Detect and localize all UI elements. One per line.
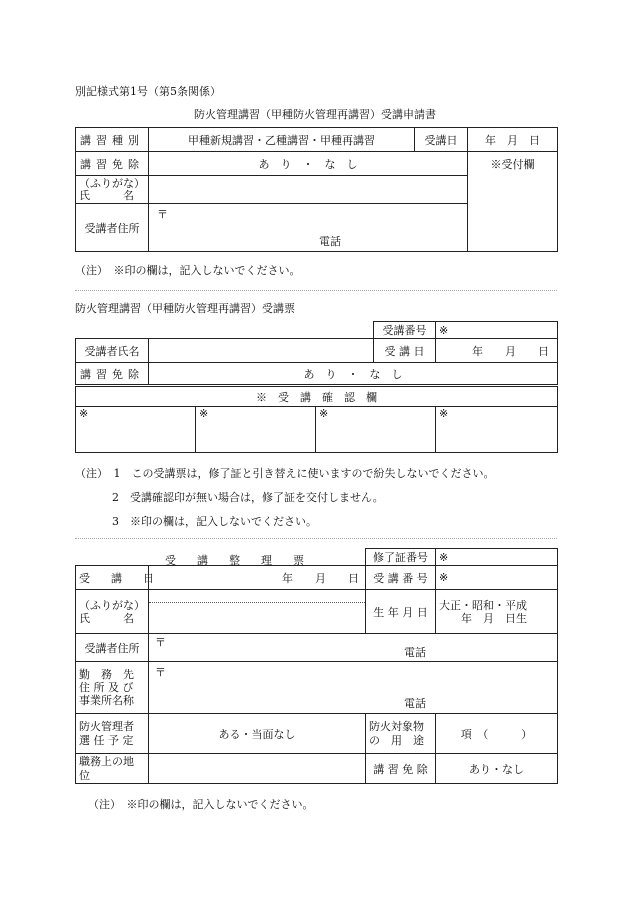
record-date-field[interactable]: 年 月 日	[149, 566, 366, 590]
course-type-field[interactable]: 甲種新規講習・乙種講習・甲種再講習	[149, 128, 415, 152]
name-label: （ふりがな） 氏 名	[76, 176, 149, 204]
reception-box: ※受付欄	[468, 152, 558, 252]
usage-field[interactable]: 項 （ ）	[436, 714, 558, 754]
record-exemption-label: 講 習 免 除	[366, 754, 436, 784]
record-postal-mark: 〒	[155, 636, 166, 649]
workplace-field[interactable]	[149, 662, 558, 714]
ticket-number-label: 受講番号	[374, 322, 436, 339]
record-address-field[interactable]	[149, 634, 558, 662]
record-address-label: 受講者住所	[76, 634, 149, 662]
confirm-cell-1: ※	[76, 407, 196, 453]
exemption-label: 講習免除	[76, 152, 149, 176]
confirm-label: ※ 受 講 確 認 欄	[76, 387, 558, 407]
reg-number-label: 受 講 番 号	[366, 566, 436, 590]
position-field[interactable]	[149, 754, 366, 784]
record-name-field[interactable]	[149, 590, 366, 634]
record-exemption-field[interactable]: あり・なし	[436, 754, 558, 784]
phone-label: 電話	[319, 235, 341, 248]
ticket-date-label: 受 講 日	[374, 339, 436, 363]
name-field[interactable]	[149, 176, 468, 204]
ticket-form	[75, 338, 558, 385]
ticket-number-box	[373, 321, 558, 339]
reg-number-field[interactable]: ※	[436, 566, 558, 590]
note-3: （注） ※印の欄は，記入しないでください。	[88, 798, 314, 811]
cut-line-2	[75, 538, 557, 539]
ticket-name-label: 受講者氏名	[76, 339, 149, 363]
note-1: （注） ※印の欄は，記入しないでください。	[75, 264, 301, 277]
address-label: 受講者住所	[76, 204, 149, 252]
ticket-note-3: 3 ※印の欄は，記入しないでください。	[112, 515, 317, 528]
confirm-table	[75, 386, 558, 453]
cert-number-box	[365, 548, 558, 566]
ticket-note-2: 2 受講確認印が無い場合は，修了証を交付しません。	[112, 491, 384, 504]
usage-label: 防火対象物 の 用 途	[366, 714, 436, 754]
record-phone-label: 電話	[404, 646, 426, 659]
confirm-cell-3: ※	[316, 407, 436, 453]
birth-field[interactable]: 大正・昭和・平成 年 月 日生	[436, 590, 558, 634]
manager-field[interactable]: ある・当面なし	[149, 714, 366, 754]
cert-number-field[interactable]: ※	[436, 549, 558, 566]
confirm-cell-2: ※	[196, 407, 316, 453]
cert-number-label: 修了証番号	[366, 549, 436, 566]
position-label: 職務上の地 位	[76, 754, 149, 784]
application-title: 防火管理講習（甲種防火管理再講習）受講申請書	[194, 108, 436, 121]
workplace-label: 勤 務 先 住 所 及 び 事業所名称	[76, 662, 149, 714]
record-form	[75, 565, 558, 784]
date-label: 受講日	[415, 128, 468, 152]
ticket-date-field[interactable]: 年 月 日	[436, 339, 558, 363]
record-name-label: （ふりがな） 氏 名	[76, 590, 149, 634]
ticket-title: 防火管理講習（甲種防火管理再講習）受講票	[75, 302, 295, 315]
postal-mark: 〒	[157, 208, 168, 221]
cut-line	[75, 290, 557, 291]
ticket-exemption-field[interactable]: あ り ・ な し	[149, 363, 558, 385]
record-title: 受 講 整 理 票	[165, 554, 309, 567]
exemption-field[interactable]: あ り ・ な し	[149, 152, 468, 176]
course-type-label: 講習種別	[76, 128, 149, 152]
form-number: 別記様式第1号（第5条関係）	[75, 85, 221, 98]
ticket-name-field[interactable]	[149, 339, 374, 363]
workplace-postal-mark: 〒	[155, 666, 166, 679]
ticket-exemption-label: 講習免除	[76, 363, 149, 385]
furigana-divider	[149, 602, 365, 603]
ticket-note-1: （注） 1 この受講票は，修了証と引き替えに使いますので紛失しないでください。	[75, 467, 495, 480]
confirm-cell-4: ※	[436, 407, 558, 453]
manager-label: 防火管理者 選 任 予 定	[76, 714, 149, 754]
address-field[interactable]	[149, 204, 468, 252]
workplace-phone-label: 電話	[404, 697, 426, 710]
record-date-label: 受 講 日	[76, 566, 149, 590]
application-form	[75, 127, 558, 252]
birth-label: 生 年 月 日	[366, 590, 436, 634]
date-field[interactable]: 年 月 日	[468, 128, 558, 152]
ticket-number-field[interactable]: ※	[436, 322, 558, 339]
